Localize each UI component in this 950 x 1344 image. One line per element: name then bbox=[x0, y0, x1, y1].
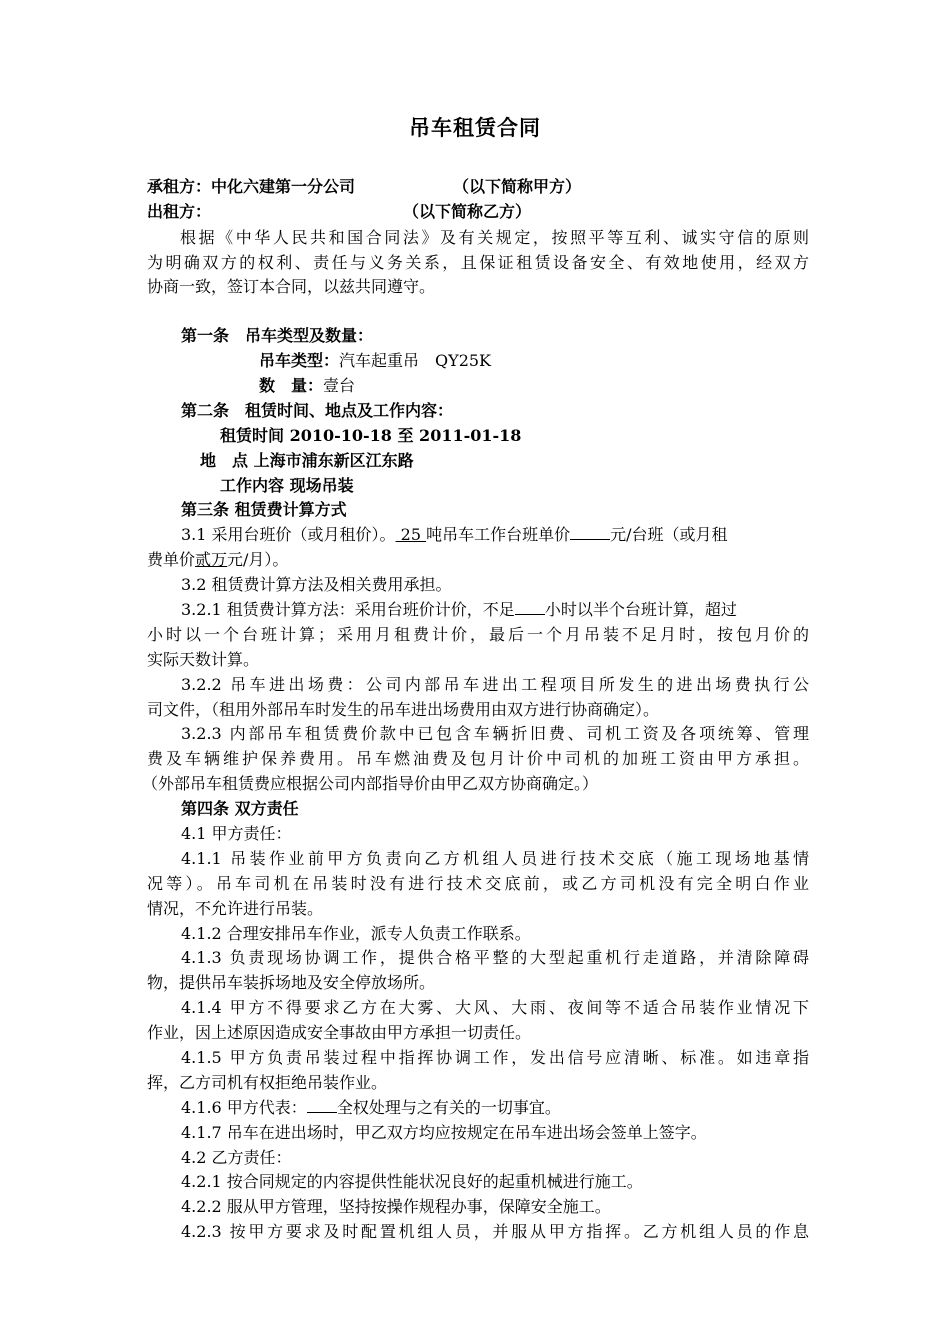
preamble-line-1: 根据《中华人民共和国合同法》及有关规定，按照平等互利、诚实守信的原则 bbox=[180, 228, 809, 247]
clause-4-1-4-line-2: 作业，因上述原因造成安全事故由甲方承担一切责任。 bbox=[147, 1023, 532, 1042]
clause-3-1-line-1 bbox=[181, 523, 809, 547]
clause-3-1-text-a: 3.1 采用台班价（或月租价）。 bbox=[181, 525, 396, 544]
crane-type-value: 汽车起重吊 QY25K bbox=[339, 351, 492, 370]
clause-4-1-3-line-2: 物，提供吊车装拆场地及安全停放场所。 bbox=[147, 973, 436, 992]
crane-type-line bbox=[259, 349, 921, 373]
crane-type-label: 吊车类型： bbox=[259, 351, 340, 370]
clause-3-2-2-line-1: 3.2.2 吊车进出场费：公司内部吊车进出工程项目所发生的进出场费执行公 bbox=[181, 675, 809, 694]
clause-4-1-1-line-2: 况等）。吊车司机在吊装时没有进行技术交底前，或乙方司机没有完全明白作业 bbox=[147, 874, 809, 893]
clause-4-1-1-line-1: 4.1.1 吊装作业前甲方负责向乙方机组人员进行技术交底（施工现场地基情 bbox=[181, 849, 809, 868]
clause-4-1: 4.1 甲方责任： bbox=[181, 824, 292, 843]
lease-time: 租赁时间 2010-10-18 至 2011-01-18 bbox=[220, 426, 522, 445]
clause-4-1-2: 4.1.2 合理安排吊车作业，派专人负责工作联系。 bbox=[181, 924, 531, 943]
clause-3-2-1-line-3: 实际天数计算。 bbox=[147, 650, 260, 669]
clause-4-2-1: 4.2.1 按合同规定的内容提供性能状况良好的起重机械进行施工。 bbox=[181, 1172, 643, 1191]
quantity-value: 壹台 bbox=[323, 376, 356, 395]
lessor-line bbox=[147, 200, 809, 224]
clause-3-2-1-line-2: 小时以一个台班计算；采用月租费计价，最后一个月吊装不足月时，按包月价的 bbox=[147, 625, 809, 644]
document-title: 吊车租赁合同 bbox=[409, 116, 541, 140]
clause-3-2-1-text-b: 小时以半个台班计算，超过 bbox=[544, 600, 737, 619]
preamble-line-3: 协商一致，签订本合同，以兹共同遵守。 bbox=[147, 277, 436, 296]
clause-3-1-text-d: 费单价 bbox=[147, 550, 196, 569]
article3-heading: 第三条 租赁费计算方式 bbox=[181, 500, 347, 519]
clause-4-1-6-text-b: 全权处理与之有关的一切事宜。 bbox=[336, 1098, 561, 1117]
article2-heading: 第二条 租赁时间、地点及工作内容： bbox=[181, 401, 454, 420]
clause-3-2-3-line-3: （外部吊车租赁费应根据公司内部指导价由甲乙双方协商确定。） bbox=[142, 774, 599, 793]
clause-3-2-1-text-a: 3.2.1 租赁费计算方法：采用台班价计价，不足 bbox=[181, 600, 515, 619]
clause-3-2-3-line-1: 3.2.3 内部吊车租赁费价款中已包含车辆折旧费、司机工资及各项统筹、管理 bbox=[181, 724, 809, 743]
clause-3-2-2-line-2: 司文件，（租用外部吊车时发生的吊车进出场费用由双方进行协商确定）。 bbox=[147, 700, 660, 719]
article1-heading: 第一条 吊车类型及数量： bbox=[181, 326, 374, 345]
work-content: 工作内容 现场吊装 bbox=[220, 476, 354, 495]
clause-4-1-6 bbox=[181, 1096, 843, 1120]
preamble-line-2: 为明确双方的权利、责任与义务关系，且保证租赁设备安全、有效地使用，经双方 bbox=[147, 253, 809, 272]
clause-3-1-line-2 bbox=[147, 548, 809, 572]
clause-4-2: 4.2 乙方责任： bbox=[181, 1148, 292, 1167]
clause-4-1-4-line-1: 4.1.4 甲方不得要求乙方在大雾、大风、大雨、夜间等不适合吊装作业情况下 bbox=[181, 998, 809, 1017]
clause-4-2-3-line-1: 4.2.3 按甲方要求及时配置机组人员，并服从甲方指挥。乙方机组人员的作息 bbox=[181, 1222, 809, 1241]
clause-4-1-7: 4.1.7 吊车在进出场时，甲乙双方均应按规定在吊车进出场会签单上签字。 bbox=[181, 1123, 707, 1142]
lessee-label: 承租方： bbox=[147, 177, 212, 196]
clause-3-1-text-c: 元/台班（或月租 bbox=[610, 525, 728, 544]
clause-4-1-5-line-1: 4.1.5 甲方负责吊装过程中指挥协调工作，发出信号应清晰、标准。如违章指 bbox=[181, 1048, 809, 1067]
clause-3-2-3-line-2: 费及车辆维护保养费用。吊车燃油费及包月计价中司机的加班工资由甲方承担。 bbox=[147, 749, 809, 768]
quantity-label: 数 量： bbox=[259, 376, 324, 395]
clause-4-1-3-line-1: 4.1.3 负责现场协调工作，提供合格平整的大型起重机行走道路，并清除障碍 bbox=[181, 948, 809, 967]
monthly-price-value: 贰万 bbox=[195, 550, 228, 569]
lessee-short: （以下简称甲方） bbox=[453, 177, 582, 196]
lease-place: 地 点 上海市浦东新区江东路 bbox=[200, 451, 414, 470]
lessee-line bbox=[147, 175, 809, 199]
hours-blank bbox=[515, 600, 545, 615]
clause-3-2-1-line-1 bbox=[181, 598, 809, 622]
clause-3-1-text-b: 吨吊车工作台班单价 bbox=[426, 525, 571, 544]
tonnage-value: 25 bbox=[395, 525, 427, 544]
quantity-line bbox=[259, 374, 921, 398]
representative-blank bbox=[307, 1098, 337, 1113]
clause-4-1-1-line-3: 情况，不允许进行吊装。 bbox=[147, 899, 324, 918]
clause-4-1-6-text-a: 4.1.6 甲方代表： bbox=[181, 1098, 307, 1117]
clause-3-2: 3.2 租赁费计算方法及相关费用承担。 bbox=[181, 575, 452, 594]
shift-price-blank bbox=[570, 525, 610, 540]
clause-4-1-5-line-2: 挥，乙方司机有权拒绝吊装作业。 bbox=[147, 1073, 388, 1092]
clause-3-1-text-e: 元/月）。 bbox=[227, 550, 289, 569]
lessee-name: 中化六建第一分公司 bbox=[211, 177, 356, 196]
article4-heading: 第四条 双方责任 bbox=[181, 799, 299, 818]
lessor-short: （以下简称乙方） bbox=[403, 202, 532, 221]
clause-4-2-2: 4.2.2 服从甲方管理，坚持按操作规程办事，保障安全施工。 bbox=[181, 1197, 611, 1216]
lessor-label: 出租方： bbox=[147, 202, 212, 221]
